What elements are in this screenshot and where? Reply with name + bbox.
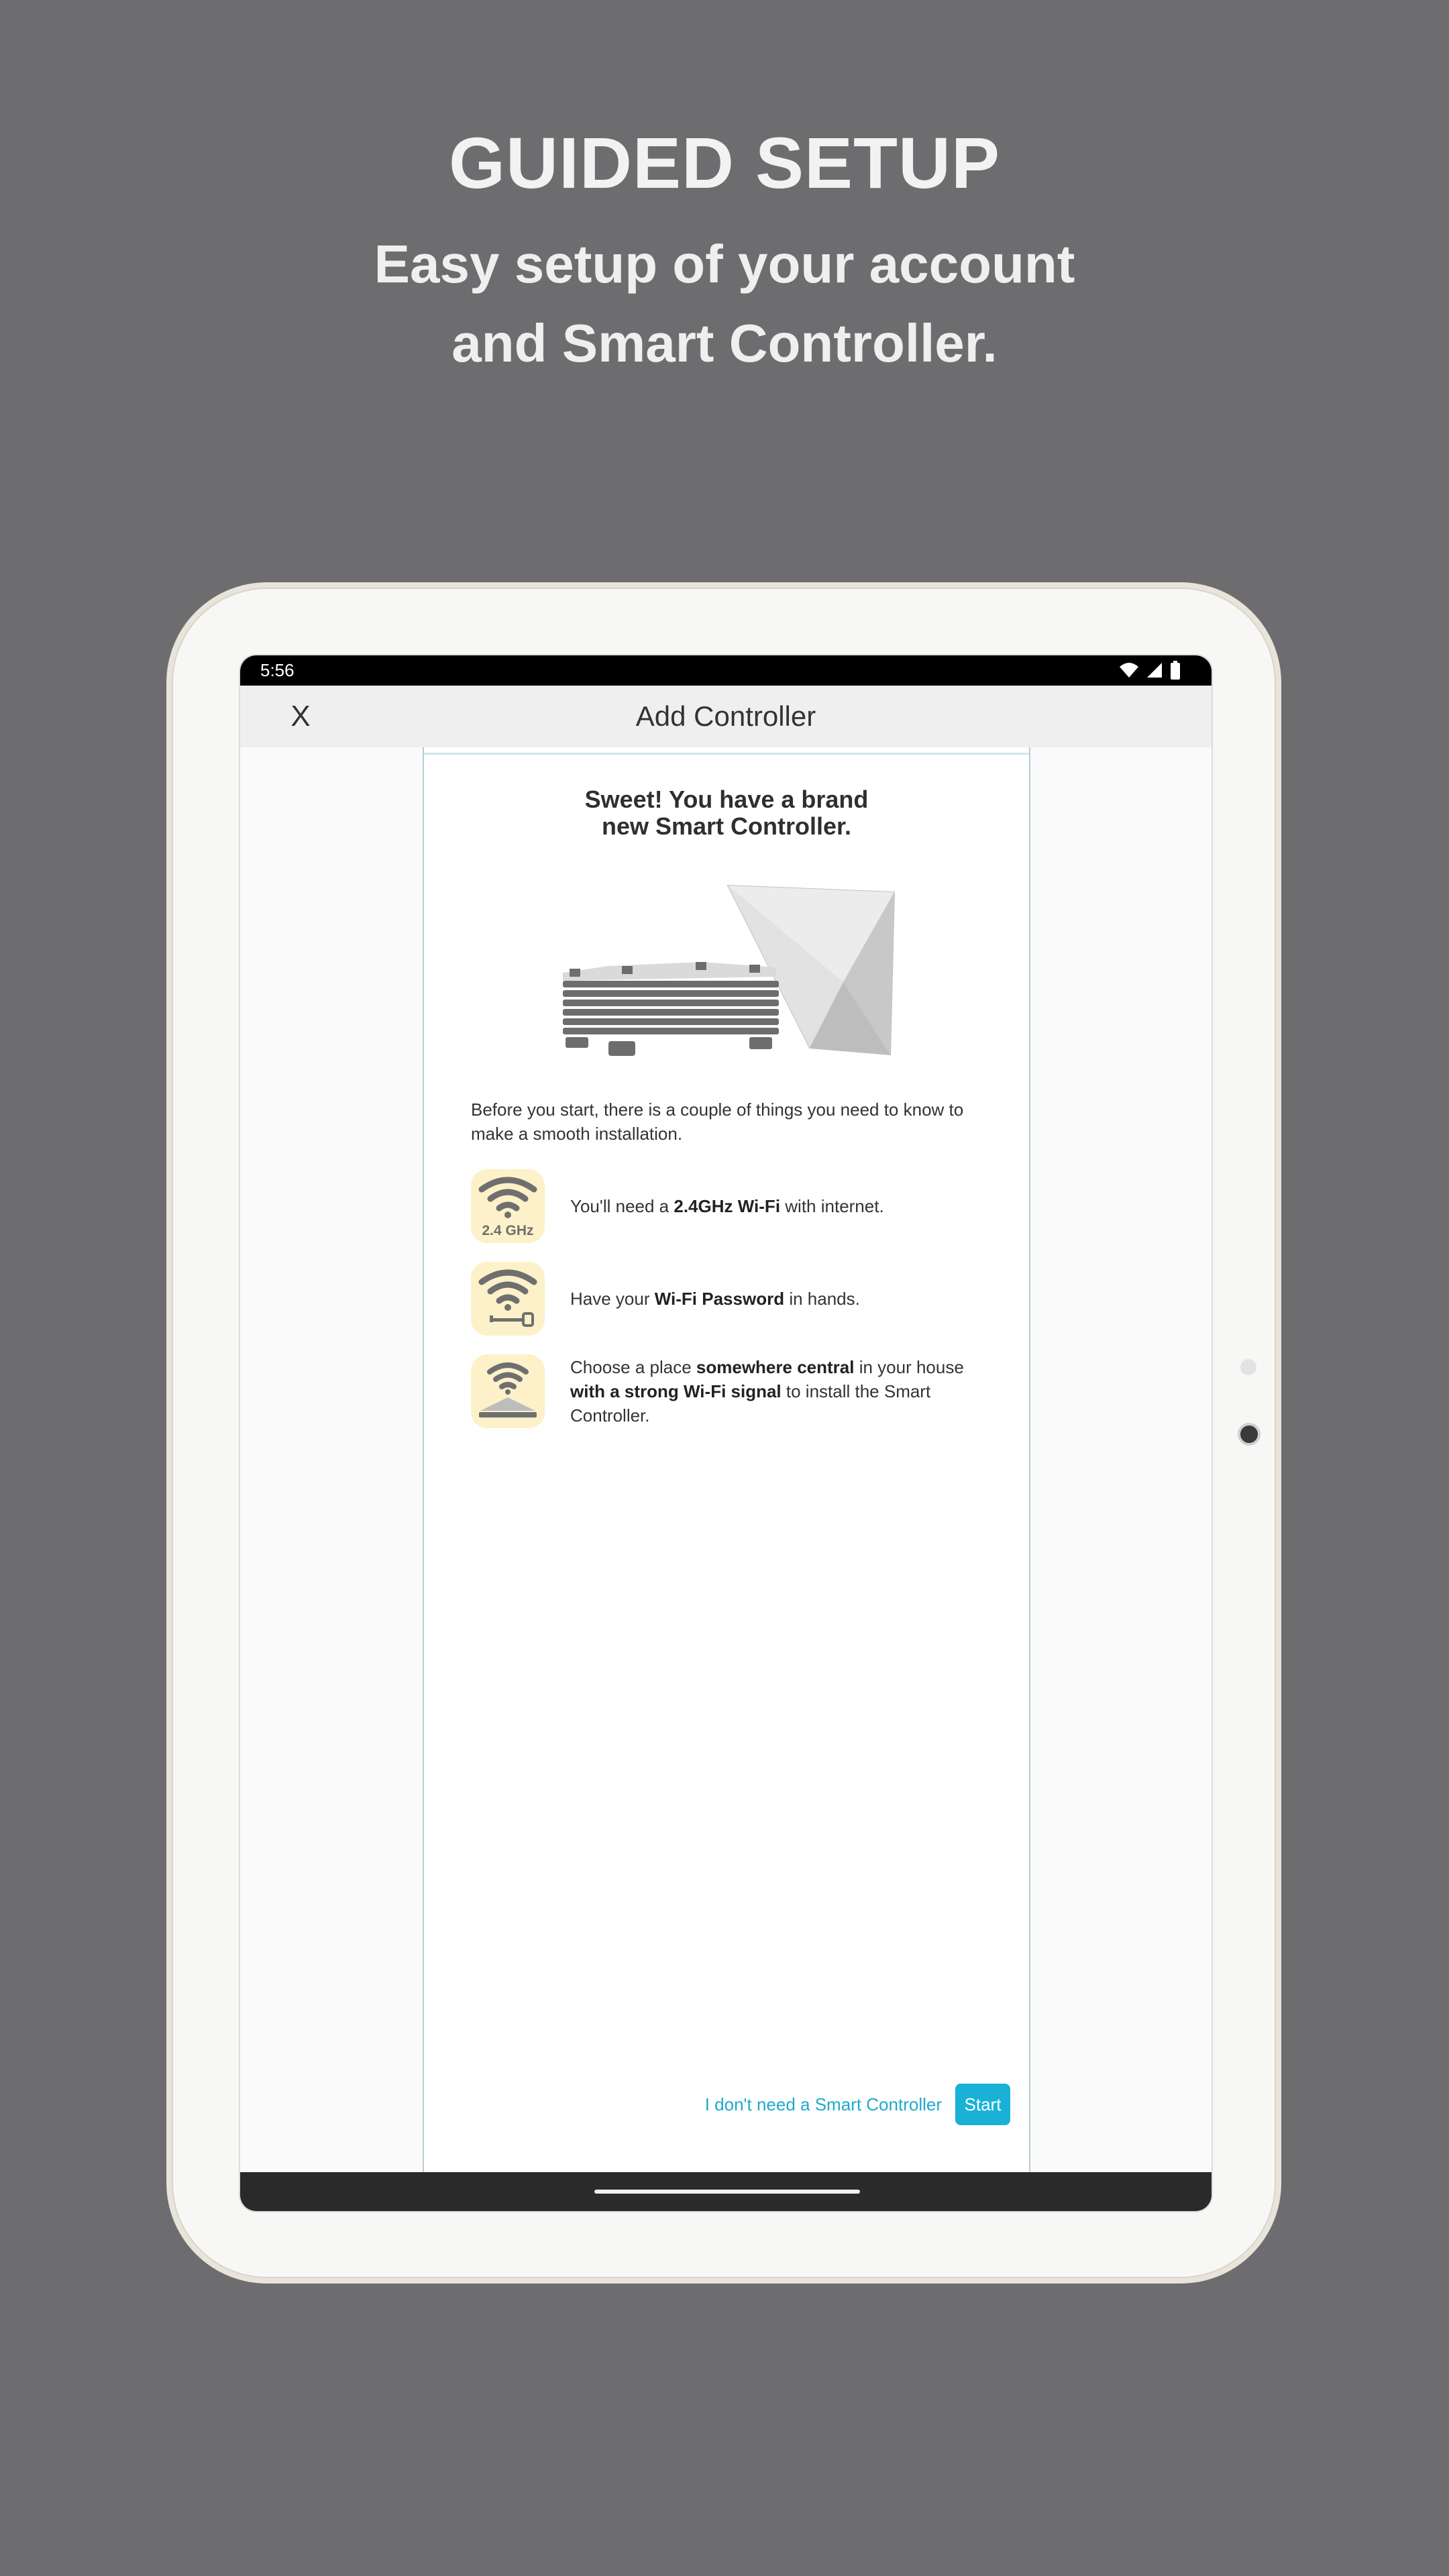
setup-card	[423, 747, 1030, 2172]
req1-text-pre: You'll need a	[570, 1196, 674, 1216]
app-bar	[240, 686, 1212, 747]
battery-icon	[1170, 661, 1181, 680]
device-screen	[239, 654, 1213, 2212]
requirement-wifi-band	[471, 1169, 1008, 1244]
req3-text-post: to install the Smart Controller.	[570, 1381, 931, 1426]
promo-subtitle-line2: and Smart Controller.	[451, 313, 998, 373]
sensor-dot	[1240, 1359, 1256, 1375]
status-time: 5:56	[260, 660, 294, 680]
req2-text-bold: Wi-Fi Password	[654, 1289, 785, 1309]
requirement-text	[570, 1287, 1000, 1311]
close-button[interactable]: X	[290, 700, 311, 733]
signal-icon	[1146, 661, 1163, 679]
footer-actions	[705, 2084, 1010, 2125]
wifi-icon	[1119, 661, 1139, 679]
card-heading	[424, 786, 1029, 840]
page-title: Add Controller	[635, 700, 816, 732]
req3-text-mid: in your house	[854, 1357, 964, 1377]
requirement-placement	[471, 1354, 1008, 1429]
req3-text-bold2: with a strong Wi-Fi signal	[570, 1381, 782, 1401]
router-icon	[471, 1354, 545, 1428]
req2-text-pre: Have your	[570, 1289, 655, 1309]
req3-text-pre: Choose a place	[570, 1357, 696, 1377]
skip-controller-link[interactable]: I don't need a Smart Controller	[704, 2094, 942, 2114]
wifi-placement-icon	[471, 1354, 545, 1428]
req2-text-post: in hands.	[784, 1289, 860, 1309]
navigation-bar	[240, 2172, 1212, 2211]
wifi-2.4ghz-icon	[471, 1169, 545, 1243]
req1-text-post: with internet.	[780, 1196, 884, 1216]
home-handle[interactable]	[594, 2190, 860, 2194]
smart-controller-illustration	[555, 881, 904, 1063]
intro-text: Before you start, there is a couple of things you need to know to make a smooth installation.	[471, 1099, 964, 1144]
requirement-text	[570, 1194, 1000, 1218]
key-icon	[471, 1262, 545, 1336]
req1-text-bold: 2.4GHz Wi-Fi	[674, 1196, 781, 1216]
start-button[interactable]: Start	[955, 2084, 1010, 2125]
req3-text-bold1: somewhere central	[696, 1357, 855, 1377]
wifi-band-label: 2.4 GHz	[482, 1223, 534, 1238]
card-heading-line2: new Smart Controller.	[601, 812, 852, 840]
requirement-wifi-password	[471, 1261, 1008, 1336]
wifi-icon	[471, 1169, 545, 1243]
camera-icon	[1238, 1423, 1260, 1446]
status-bar	[240, 655, 1212, 686]
status-icons	[1119, 661, 1181, 680]
wifi-password-icon	[471, 1262, 545, 1336]
promo-subtitle	[0, 225, 1449, 383]
card-heading-line1: Sweet! You have a brand	[584, 786, 869, 813]
promo-subtitle-line1: Easy setup of your account	[374, 234, 1075, 294]
card-divider	[424, 753, 1029, 755]
promo-heading: GUIDED SETUP	[448, 122, 1001, 203]
requirement-text	[570, 1355, 1000, 1428]
